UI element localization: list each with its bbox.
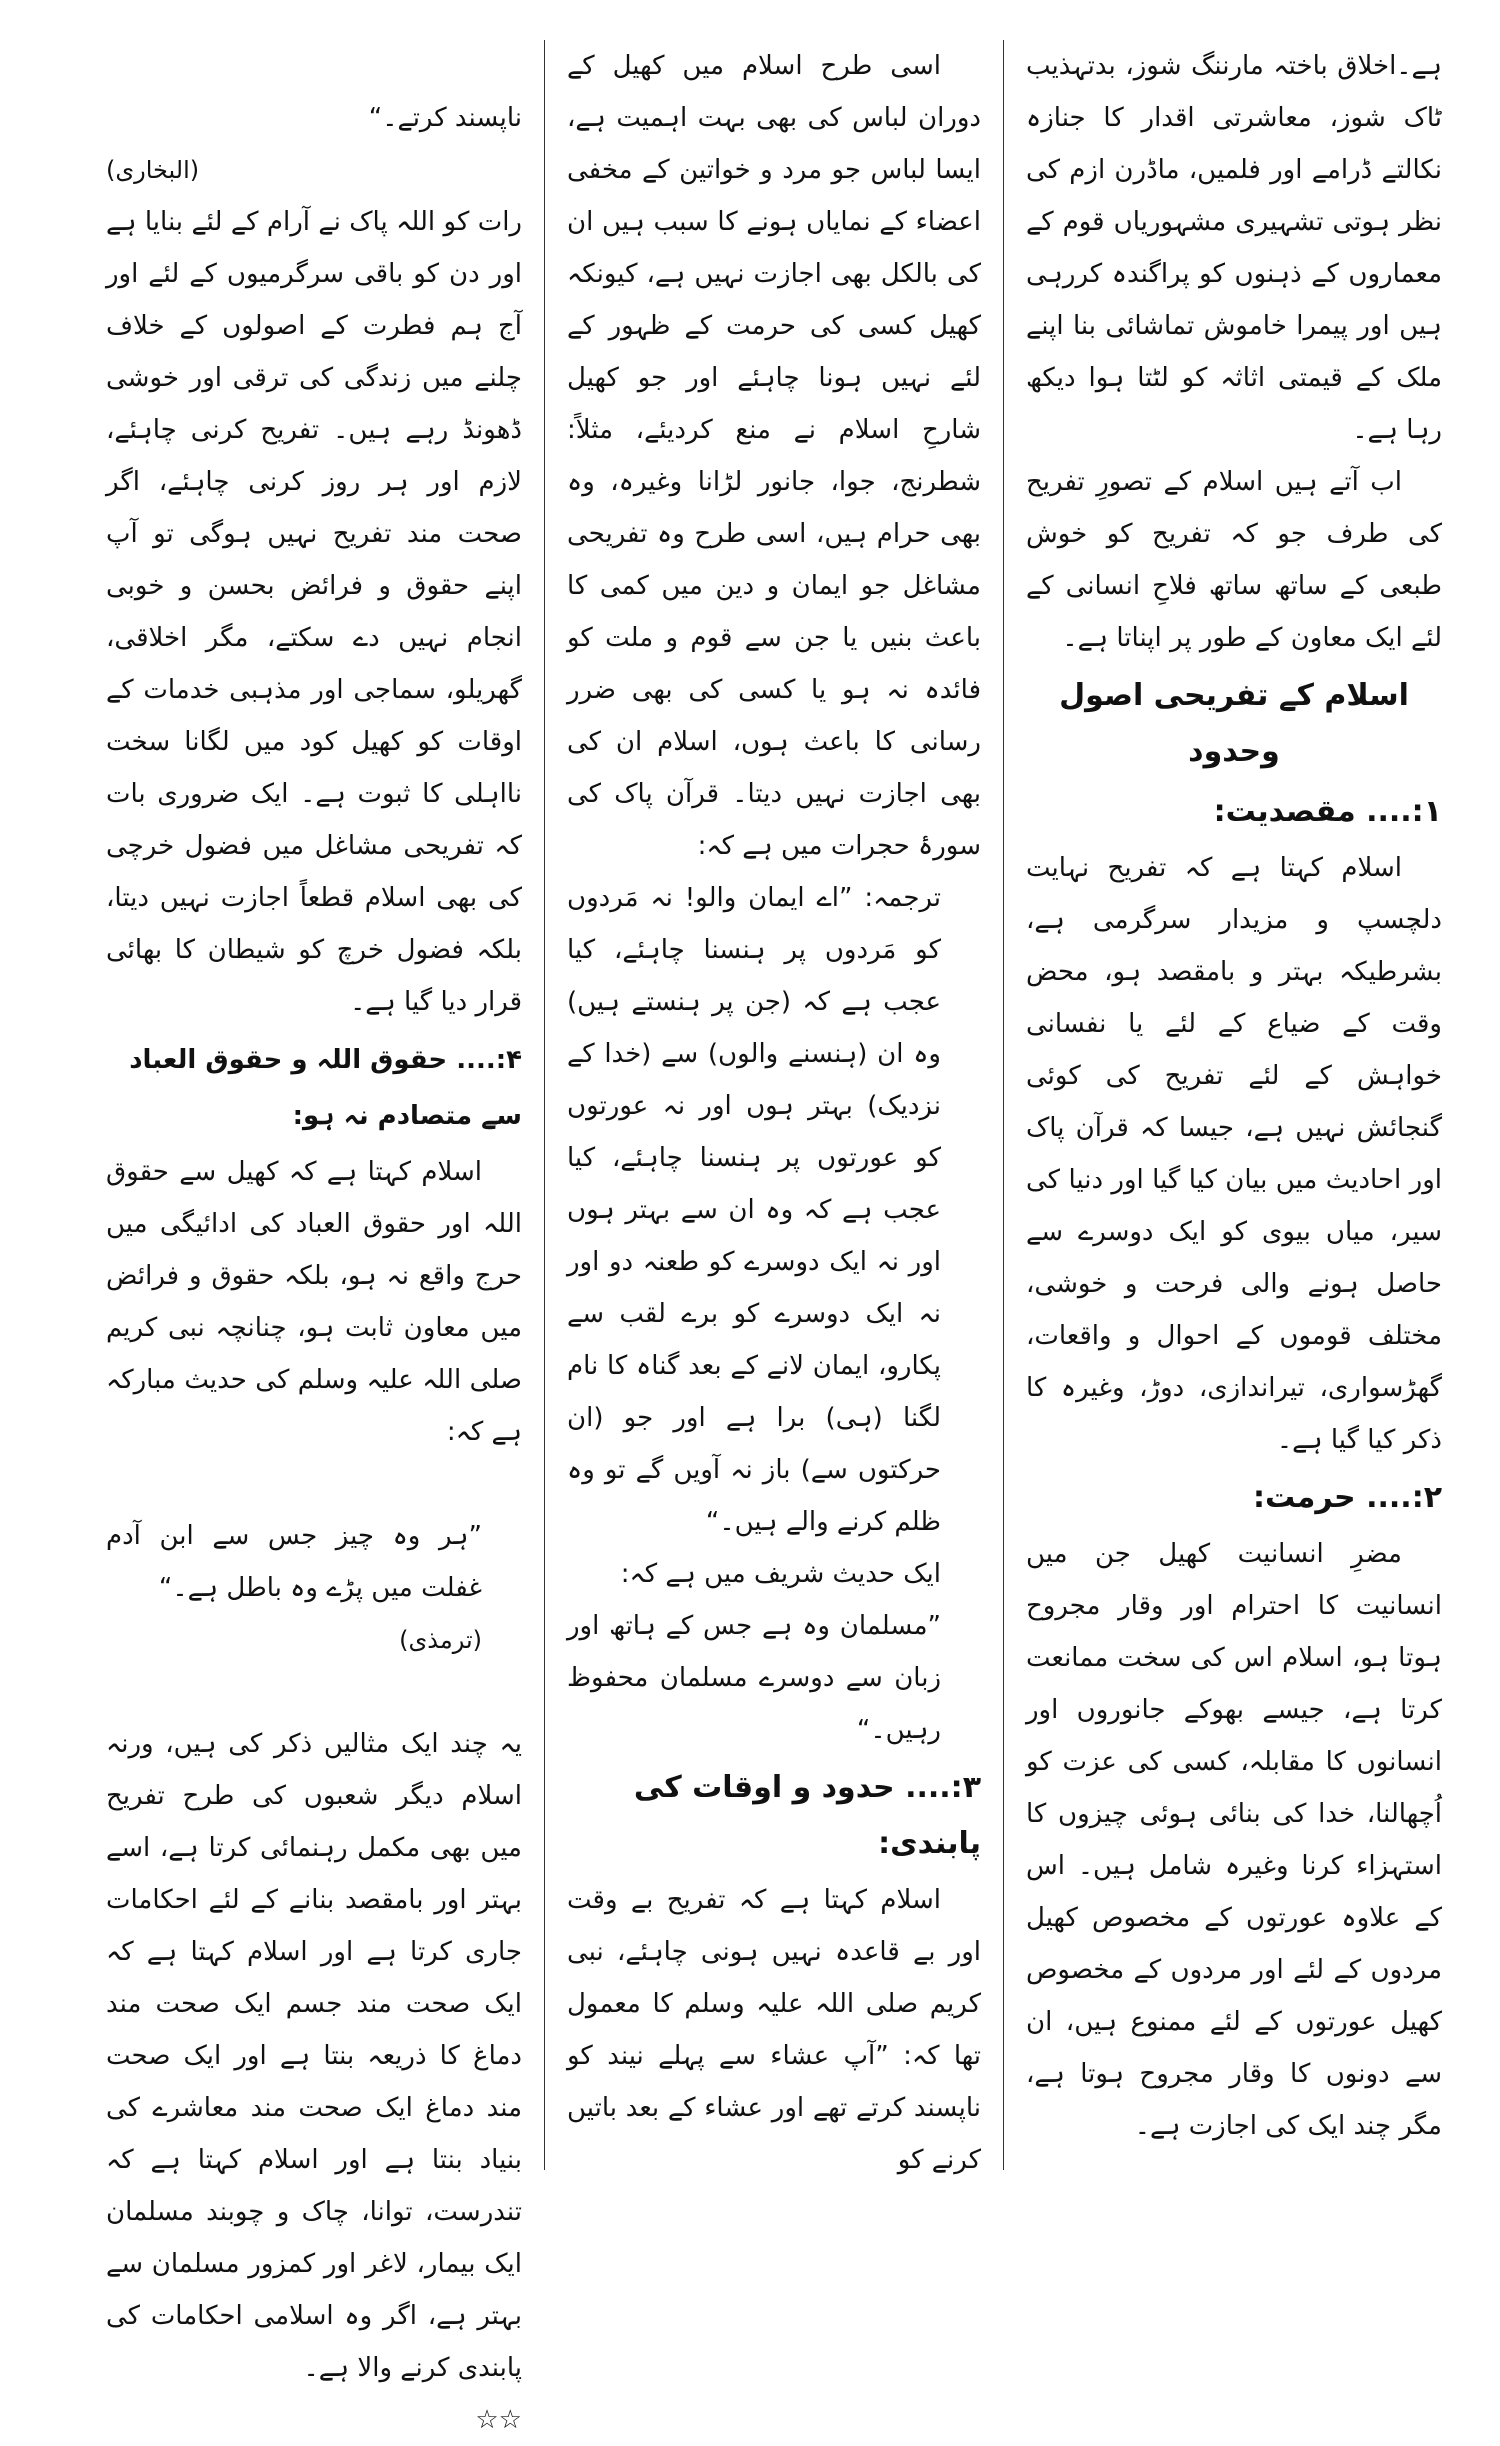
paragraph: مضرِ انسانیت کھیل جن میں انسانیت کا احترام اور وقار مجروح ہوتا ہو، اسلام اس کی سخت ممانعت کرتا ہے، جیسے بھوکے جانوروں اور انسانوں کا مقابلہ، کسی کی عزت کو اُچھالنا، خدا کی بنائی ہوئی چیزوں کا استہزاء کرنا وغیرہ شامل ہیں۔ اس کے علاوہ عورتوں کے مخصوص کھیل مردوں کے لئے اور مردوں کے مخصوص کھیل عورتوں کے لئے ممنوع ہیں، ان سے دونوں کا وقار مجروح ہوتا ہے، مگر چند ایک کی اجازت ہے۔ bbox=[1026, 1539, 1442, 2141]
hadith-quote bbox=[106, 1458, 522, 1666]
reference-bukhari: (البخاری) bbox=[106, 156, 200, 184]
column-right bbox=[1004, 40, 1464, 2170]
column-left bbox=[84, 40, 544, 2435]
reference-tirmidhi: (ترمذی) bbox=[399, 1626, 482, 1654]
paragraph: اسلام کہتا ہے کہ کھیل سے حقوق اللہ اور حقوق العباد کی ادائیگی میں حرج واقع نہ ہو، بلکہ حقوق و فرائض میں معاون ثابت ہو، چنانچہ نبی کریم صلی اللہ علیہ وسلم کی حدیث مبارکہ ہے کہ: bbox=[106, 1157, 522, 1447]
paragraph: رات کو اللہ پاک نے آرام کے لئے بنایا ہے اور دن کو باقی سرگرمیوں کے لئے اور آج ہم فطرت کے اصولوں کے خلاف چلنے میں زندگی کی ترقی اور خوشی ڈھونڈ رہے ہیں۔ تفریح کرنی چاہئے، لازم اور ہر روز کرنی چاہئے، اگر صحت مند تفریح نہیں ہوگی تو آپ اپنے حقوق و فرائض بحسن و خوبی انجام نہیں دے سکتے، مگر اخلاقی، گھریلو، سماجی اور مذہبی خدمات کے اوقات کو کھیل کود میں لگانا سخت نااہلی کا ثبوت ہے۔ ایک ضروری بات کہ تفریحی مشاغل میں فضول خرچی کی بھی اسلام قطعاً اجازت نہیں دیتا، بلکہ فضول خرچ کو شیطان کا بھائی قرار دیا گیا ہے۔ bbox=[106, 207, 522, 1017]
end-stars: ☆☆ bbox=[475, 2405, 522, 2435]
paragraph: اب آتے ہیں اسلام کے تصورِ تفریح کی طرف جو کہ تفریح کو خوش طبعی کے ساتھ ساتھ فلاحِ انسانی کے لئے ایک معاون کے طور پر اپناتا ہے۔ bbox=[1026, 467, 1442, 653]
paragraph bbox=[106, 1666, 522, 2446]
paragraph: اسی طرح اسلام میں کھیل کے دوران لباس کی بھی بہت اہمیت ہے، ایسا لباس جو مرد و خواتین کے مخفی اعضاء کے نمایاں ہونے کا سبب ہیں ان کی بالکل بھی اجازت نہیں ہے، کیونکہ کھیل کسی کی حرمت کے ظہور کے لئے نہیں ہونا چاہئے اور جو کھیل شارحِ اسلام نے منع کردیئے، مثلاً: شطرنج، جوا، جانور لڑانا وغیرہ، وہ بھی حرام ہیں، اسی طرح وہ تفریحی مشاغل جو ایمان و دین میں کمی کا باعث بنیں یا جن سے قوم و ملت کو فائدہ نہ ہو یا کسی کی بھی ضرر رسانی کا باعث ہوں، اسلام ان کی بھی اجازت نہیں دیتا۔ قرآن پاک کی سورۂ حجرات میں ہے کہ: bbox=[567, 51, 981, 861]
quote-text: ”ہر وہ چیز جس سے ابن آدم غفلت میں پڑے وہ باطل ہے۔“ bbox=[106, 1521, 482, 1603]
hadith-quote: ”مسلمان وہ ہے جس کے ہاتھ اور زبان سے دوسرے مسلمان محفوظ رہیں۔“ bbox=[567, 1611, 941, 1745]
text-columns bbox=[36, 40, 1464, 2435]
column-middle bbox=[544, 40, 1004, 2175]
paragraph: ایک حدیث شریف میں ہے کہ: bbox=[620, 1559, 941, 1589]
subheading-purpose: ۱:.... مقصدیت: bbox=[1213, 794, 1442, 829]
section-heading: اسلام کے تفریحی اصول وحدود bbox=[1059, 678, 1409, 769]
subheading-prohibition: ۲:.... حرمت: bbox=[1253, 1480, 1442, 1515]
paragraph: ہے۔اخلاق باختہ مارننگ شوز، بدتہذیب ٹاک شوز، معاشرتی اقدار کا جنازہ نکالتے ڈرامے اور فلمیں، ماڈرن ازم کی نظر ہوتی تشہیری مشہوریاں قوم کے معماروں کے ذہنوں کو پراگندہ کررہی ہیں اور پیمرا خاموش تماشائی بنا اپنے ملک کے قیمتی اثاثہ کو لٹتا ہوا دیکھ رہا ہے۔ bbox=[1026, 51, 1442, 445]
paragraph bbox=[106, 40, 522, 196]
paragraph: اسلام کہتا ہے کہ تفریح بے وقت اور بے قاعدہ نہیں ہونی چاہئے، نبی کریم صلی اللہ علیہ وسلم کا معمول تھا کہ: ”آپ عشاء سے پہلے نیند کو ناپسند کرتے تھے اور عشاء کے بعد باتیں کرنے کو bbox=[567, 1885, 981, 2175]
quran-translation: ترجمہ: ”اے ایمان والو! نہ مَردوں کو مَردوں پر ہنسنا چاہئے، کیا عجب ہے کہ (جن پر ہنستے ہیں) وہ ان (ہنسنے والوں) سے (خدا کے نزدیک) بہتر ہوں اور نہ عورتوں کو عورتوں پر ہنسنا چاہئے، کیا عجب ہے کہ وہ ان سے بہتر ہوں اور نہ ایک دوسرے کو طعنہ دو اور نہ ایک دوسرے کو برے لقب سے پکارو، ایمان لانے کے بعد گناہ کا نام لگنا (ہی) برا ہے اور جو (ان حرکتوں سے) باز نہ آویں گے تو وہ ظلم کرنے والے ہیں۔“ bbox=[567, 883, 941, 1537]
subheading-rights: ۴:.... حقوق اللہ و حقوق العباد سے متصادم نہ ہو: bbox=[129, 1045, 522, 1131]
paragraph-text: یہ چند ایک مثالیں ذکر کی ہیں، ورنہ اسلام دیگر شعبوں کی طرح تفریح میں بھی مکمل رہنمائی کرتا ہے، اسے بہتر اور بامقصد بنانے کے لئے احکامات جاری کرتا ہے اور اسلام کہتا ہے کہ ایک صحت مند جسم ایک صحت مند دماغ کا ذریعہ بنتا ہے اور ایک صحت مند دماغ ایک صحت مند معاشرے کی بنیاد بنتا ہے اور اسلام کہتا ہے کہ تندرست، توانا، چاک و چوبند مسلمان ایک بیمار، لاغر اور کمزور مسلمان سے بہتر ہے، اگر وہ اسلامی احکامات کی پابندی کرنے والا ہے۔ bbox=[106, 1729, 522, 2383]
paragraph-text: ناپسند کرتے۔“ bbox=[368, 103, 522, 133]
subheading-limits: ۳:.... حدود و اوقات کی پابندی: bbox=[633, 1770, 981, 1861]
paragraph: اسلام کہتا ہے کہ تفریح نہایت دلچسپ و مزیدار سرگرمی ہے، بشرطیکہ بہتر و بامقصد ہو، محض وقت کے ضیاع کے لئے یا نفسانی خواہش کے لئے تفریح کی کوئی گنجائش نہیں ہے، جیسا کہ قرآن پاک اور احادیث میں بیان کیا گیا اور دنیا کی سیر، میاں بیوی کو ایک دوسرے سے حاصل ہونے والی فرحت و خوشی، مختلف قوموں کے احوال و واقعات، گھڑسواری، تیراندازی، دوڑ، وغیرہ کا ذکر کیا گیا ہے۔ bbox=[1026, 853, 1442, 1455]
